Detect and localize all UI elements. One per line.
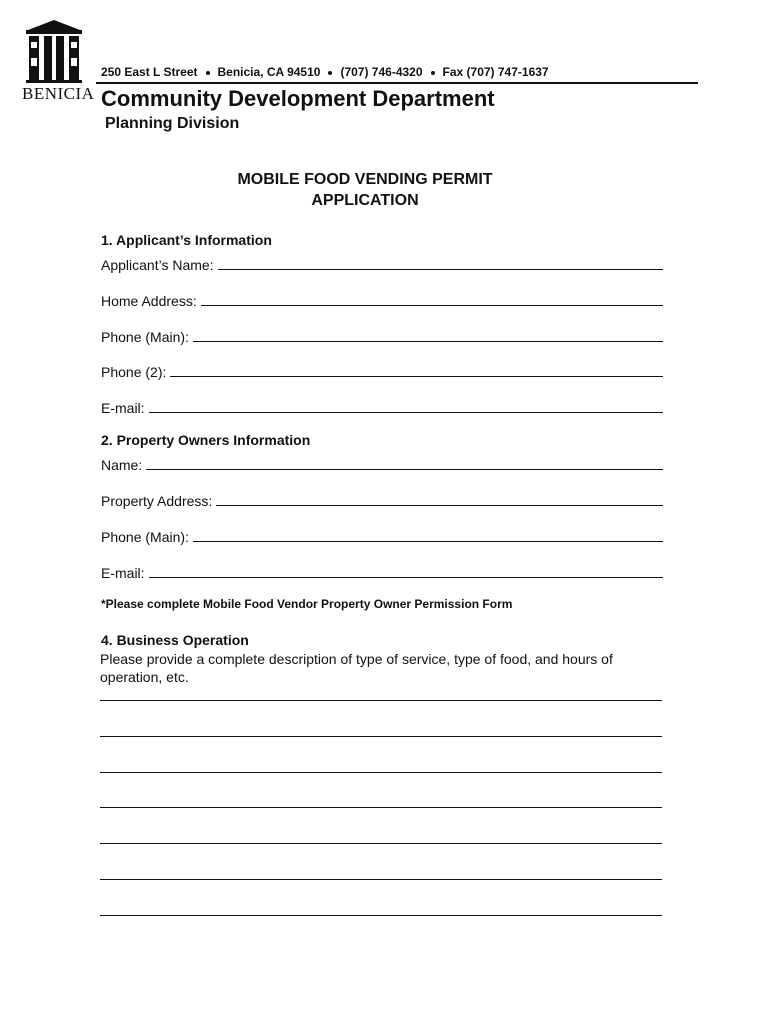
field-label: Home Address: (101, 293, 197, 309)
property-address-field[interactable] (101, 489, 663, 509)
address-street: 250 East L Street (101, 65, 198, 79)
bullet-icon (431, 71, 435, 75)
description-line[interactable] (100, 700, 662, 701)
phone-2-field[interactable] (101, 360, 663, 380)
description-line[interactable] (100, 736, 662, 737)
fill-line[interactable] (149, 412, 663, 413)
bullet-icon (206, 71, 210, 75)
fill-line[interactable] (146, 469, 663, 470)
owner-name-field[interactable] (101, 453, 663, 473)
field-label: Applicant’s Name: (101, 257, 214, 273)
description-line[interactable] (100, 843, 662, 844)
description-line[interactable] (100, 915, 662, 916)
field-label: Property Address: (101, 493, 213, 509)
owner-phone-main-field[interactable] (101, 525, 663, 545)
business-operation-instructions: Please provide a complete description of type of service, type of food, and hours of operation, etc. (100, 651, 613, 685)
bullet-icon (328, 71, 332, 75)
fill-line[interactable] (193, 341, 663, 342)
fill-line[interactable] (170, 376, 663, 377)
field-label: E-mail: (101, 565, 145, 581)
fill-line[interactable] (149, 577, 663, 578)
fill-line[interactable] (193, 541, 663, 542)
address-line (101, 65, 549, 79)
home-address-field[interactable] (101, 289, 663, 309)
form-title-line2: APPLICATION (311, 192, 419, 209)
field-label: Phone (Main): (101, 329, 189, 345)
field-label: Name: (101, 457, 143, 473)
logo-wordmark: BENICIA (22, 84, 95, 103)
field-label: Phone (2): (101, 364, 167, 380)
email-field[interactable] (101, 396, 663, 416)
section-property-owner-heading: 2. Property Owners Information (101, 432, 311, 448)
description-line[interactable] (100, 807, 662, 808)
fill-line[interactable] (201, 305, 663, 306)
section-applicant-heading: 1. Applicant’s Information (101, 232, 272, 248)
field-label: Phone (Main): (101, 529, 189, 545)
description-line[interactable] (100, 772, 662, 773)
section-business-operation-heading: 4. Business Operation (101, 632, 249, 648)
division-title: Planning Division (105, 115, 240, 132)
form-title-line1: MOBILE FOOD VENDING PERMIT (237, 171, 493, 188)
address-phone: (707) 746-4320 (340, 65, 423, 79)
fill-line[interactable] (216, 505, 663, 506)
department-title: Community Development Department (101, 86, 495, 111)
field-label: E-mail: (101, 400, 145, 416)
address-city: Benicia, CA 94510 (217, 65, 321, 79)
description-line[interactable] (100, 879, 662, 880)
owner-email-field[interactable] (101, 561, 663, 581)
address-fax: Fax (707) 747-1637 (442, 65, 549, 79)
fill-line[interactable] (218, 269, 663, 270)
applicant-name-field[interactable] (101, 253, 663, 273)
permission-form-note: *Please complete Mobile Food Vendor Property Owner Permission Form (101, 597, 513, 611)
phone-main-field[interactable] (101, 325, 663, 345)
header-rule (96, 82, 698, 84)
